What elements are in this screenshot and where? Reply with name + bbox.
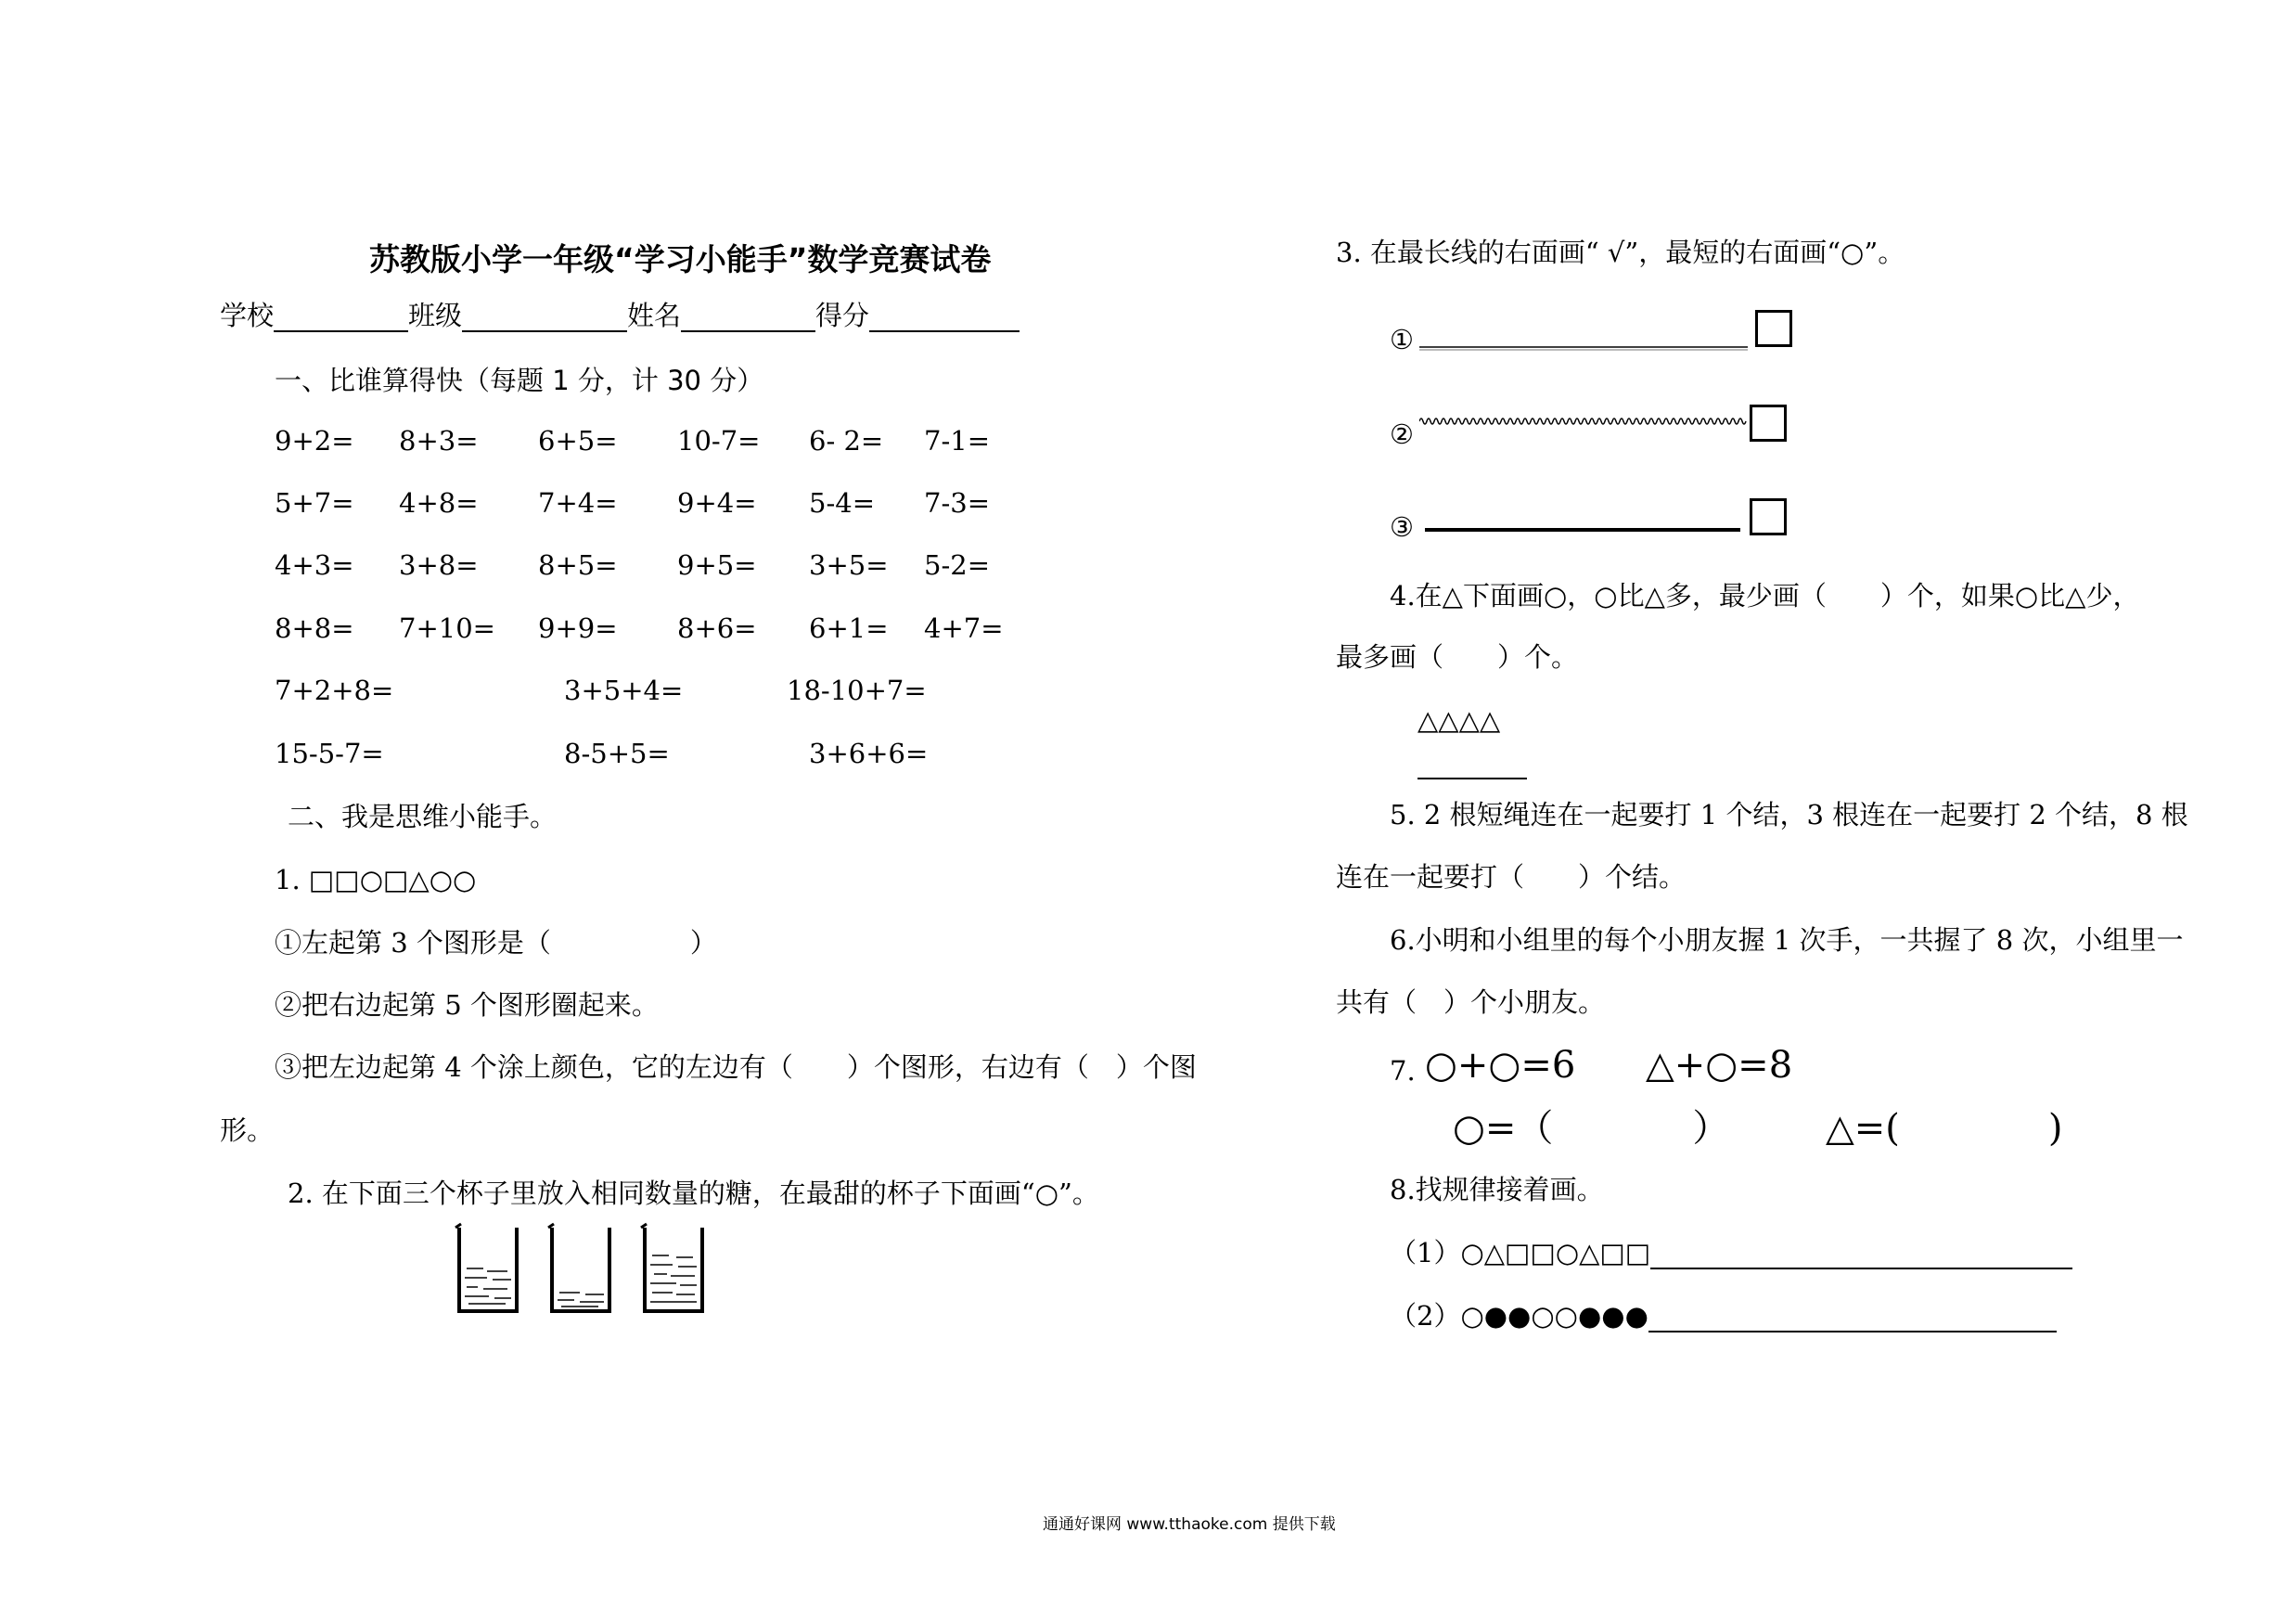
q1-label: 1.: [275, 864, 301, 895]
q7-circle-open: ○=（: [1453, 1107, 1554, 1150]
q3-text: 3. 在最长线的右面画“ √”，最短的右面画“○”。: [1336, 237, 1905, 268]
q4-line-a: 4.在△下面画○，○比△多，最少画（ ）个，如果○比△少，: [1390, 580, 2140, 611]
arith-item: 18-10+7=: [787, 675, 927, 706]
q5-line-b: 连在一起要打（ ）个结。: [1336, 861, 1687, 893]
section2-heading: 二、我是思维小能手。: [288, 801, 558, 832]
arith-item: 7+10=: [399, 612, 495, 644]
arith-item: 7-1=: [924, 425, 990, 457]
line-2-label: ②: [1390, 418, 1414, 450]
q6-line-a: 6.小明和小组里的每个小朋友握 1 次手，一共握了 8 次，小组里一: [1390, 924, 2184, 956]
q1-a: [275, 926, 717, 959]
arith-item: 8+8=: [275, 612, 354, 644]
q1-c2: 形。: [220, 1114, 275, 1146]
arith-item: 7-3=: [924, 487, 990, 519]
line-2-answer-box[interactable]: [1750, 405, 1787, 442]
q7-tri-close: ): [2047, 1107, 2063, 1150]
arith-item: 3+6+6=: [809, 738, 929, 769]
q7-answer-circle: [1453, 1108, 1729, 1149]
q8-answer-1[interactable]: [1650, 1240, 2072, 1269]
line-1-thin: [1419, 334, 1753, 353]
q8-text: 8.找规律接着画。: [1390, 1174, 1604, 1205]
q7-circle-close: ）: [1692, 1107, 1730, 1150]
page-title: 苏教版小学一年级“学习小能手”数学竞赛试卷: [369, 241, 992, 277]
arith-item: 8+5=: [538, 549, 618, 581]
arith-item: 8+3=: [399, 425, 479, 457]
q5-line-a: 5. 2 根短绳连在一起要打 1 个结，3 根连在一起要打 2 个结，8 根: [1390, 799, 2188, 830]
cup-1: [455, 1224, 517, 1311]
q1-b: ②把右边起第 5 个图形圈起来。: [275, 989, 659, 1021]
line-3-label: ③: [1390, 511, 1414, 543]
q8-row-1: [1390, 1236, 2072, 1269]
arith-item: 4+3=: [275, 549, 354, 581]
q6-line-b: 共有（ ）个小朋友。: [1336, 986, 1606, 1018]
arith-item: 6+1=: [809, 612, 889, 644]
arith-item: 9+4=: [677, 487, 757, 519]
arith-item: 10-7=: [677, 425, 761, 457]
arith-item: 9+5=: [677, 549, 757, 581]
name-label: 姓名: [627, 300, 682, 331]
arith-item: 5-2=: [924, 549, 990, 581]
q1-shapes: □□○□△○○: [308, 864, 477, 895]
arith-item: 8+6=: [677, 612, 757, 644]
school-blank[interactable]: [274, 303, 408, 332]
arith-item: 7+2+8=: [275, 675, 394, 706]
arith-item: 6+5=: [538, 425, 618, 457]
arith-item: 5+7=: [275, 487, 354, 519]
arith-item: 3+5+4=: [564, 675, 684, 706]
q7-label: 7.: [1390, 1055, 1416, 1087]
cup-3: [641, 1224, 702, 1311]
cup-2: [548, 1224, 609, 1311]
q8-pattern-1: （1）○△□□○△□□: [1390, 1237, 1651, 1268]
q2-text: 2. 在下面三个杯子里放入相同数量的糖，在最甜的杯子下面画“○”。: [288, 1178, 1099, 1209]
school-label: 学校: [220, 300, 275, 331]
q4-triangles: △△△△: [1417, 704, 1501, 736]
q1-line: [275, 863, 476, 896]
arith-item: 4+7=: [924, 612, 1004, 644]
arith-item: 5-4=: [809, 487, 875, 519]
q4-line-b: 最多画（ ）个。: [1336, 641, 1579, 673]
q7-eq2: △+○=8: [1646, 1044, 1793, 1087]
q8-answer-2[interactable]: [1648, 1303, 2057, 1332]
line-3-thick: [1425, 520, 1745, 538]
line-3-answer-box[interactable]: [1750, 498, 1787, 535]
score-label: 得分: [815, 300, 870, 331]
line-2-wavy: [1419, 412, 1753, 431]
q7-eq1: ○+○=6: [1425, 1044, 1576, 1087]
class-blank[interactable]: [462, 303, 627, 332]
arith-item: 3+5=: [809, 549, 889, 581]
info-line: [220, 299, 1020, 332]
q1-c: ③把左边起第 4 个涂上颜色，它的左边有（ ）个图形，右边有（ ）个图: [275, 1051, 1197, 1083]
q1-a-text: ①左起第 3 个图形是（: [275, 927, 551, 959]
arith-item: 3+8=: [399, 549, 479, 581]
q7-answer-triangle: [1826, 1108, 2063, 1149]
footer-credit: 通通好课网 www.tthaoke.com 提供下载: [1043, 1515, 1336, 1534]
arith-item: 9+9=: [538, 612, 618, 644]
arith-item: 8-5+5=: [564, 738, 670, 769]
section1-heading: 一、比谁算得快（每题 1 分，计 30 分）: [275, 365, 764, 396]
q4-answer-line[interactable]: [1417, 778, 1527, 779]
q8-row-2: [1390, 1299, 2057, 1332]
q8-pattern-2: （2）○●●○○●●●: [1390, 1300, 1648, 1332]
score-blank[interactable]: [869, 303, 1020, 332]
arith-item: 7+4=: [538, 487, 618, 519]
arith-item: 15-5-7=: [275, 738, 384, 769]
q1-a-close: ）: [689, 927, 717, 959]
arith-item: 6- 2=: [809, 425, 884, 457]
line-1-answer-box[interactable]: [1755, 310, 1792, 347]
line-1-label: ①: [1390, 324, 1414, 355]
name-blank[interactable]: [681, 303, 815, 332]
q7-tri-open: △=(: [1826, 1107, 1900, 1150]
cups-illustration: [450, 1220, 719, 1318]
class-label: 班级: [408, 300, 463, 331]
arith-item: 9+2=: [275, 425, 354, 457]
arith-item: 4+8=: [399, 487, 479, 519]
